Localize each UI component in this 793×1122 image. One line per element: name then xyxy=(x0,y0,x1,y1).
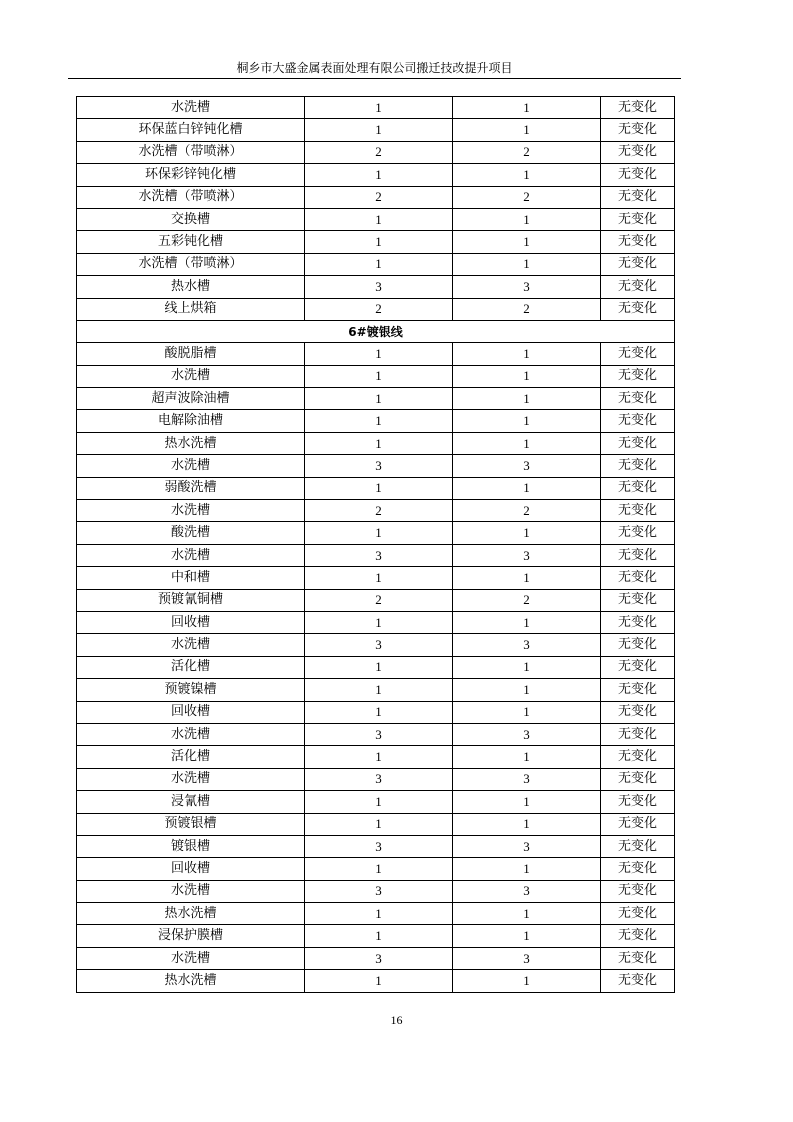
cell-change-status: 无变化 xyxy=(601,477,675,499)
cell-equipment-name: 水洗槽 xyxy=(77,768,305,790)
cell-equipment-name: 热水洗槽 xyxy=(77,432,305,454)
table-row xyxy=(77,970,675,992)
cell-quantity-before: 1 xyxy=(305,388,453,410)
cell-equipment-name: 预镀镍槽 xyxy=(77,679,305,701)
cell-quantity-after: 1 xyxy=(453,813,601,835)
cell-quantity-after: 1 xyxy=(453,432,601,454)
cell-equipment-name: 弱酸洗槽 xyxy=(77,477,305,499)
table-row xyxy=(77,141,675,163)
cell-change-status: 无变化 xyxy=(601,701,675,723)
cell-quantity-before: 3 xyxy=(305,768,453,790)
table-row xyxy=(77,276,675,298)
cell-equipment-name: 镀银槽 xyxy=(77,835,305,857)
cell-quantity-after: 2 xyxy=(453,298,601,320)
cell-equipment-name: 预镀银槽 xyxy=(77,813,305,835)
cell-quantity-after: 1 xyxy=(453,567,601,589)
table-row xyxy=(77,835,675,857)
table-row xyxy=(77,208,675,230)
cell-quantity-after: 1 xyxy=(453,97,601,119)
cell-quantity-after: 1 xyxy=(453,477,601,499)
table-row xyxy=(77,768,675,790)
cell-change-status: 无变化 xyxy=(601,768,675,790)
cell-quantity-before: 1 xyxy=(305,746,453,768)
cell-change-status: 无变化 xyxy=(601,791,675,813)
cell-quantity-after: 1 xyxy=(453,611,601,633)
cell-change-status: 无变化 xyxy=(601,231,675,253)
table-row xyxy=(77,432,675,454)
cell-equipment-name: 酸洗槽 xyxy=(77,522,305,544)
table-row xyxy=(77,298,675,320)
cell-equipment-name: 五彩钝化槽 xyxy=(77,231,305,253)
cell-quantity-before: 1 xyxy=(305,701,453,723)
table-row xyxy=(77,589,675,611)
cell-equipment-name: 中和槽 xyxy=(77,567,305,589)
cell-quantity-before: 1 xyxy=(305,813,453,835)
cell-equipment-name: 水洗槽 xyxy=(77,455,305,477)
cell-quantity-after: 1 xyxy=(453,119,601,141)
cell-quantity-after: 3 xyxy=(453,768,601,790)
cell-quantity-after: 1 xyxy=(453,679,601,701)
table-row xyxy=(77,477,675,499)
cell-quantity-after: 1 xyxy=(453,791,601,813)
cell-quantity-before: 1 xyxy=(305,365,453,387)
cell-equipment-name: 活化槽 xyxy=(77,746,305,768)
cell-change-status: 无变化 xyxy=(601,746,675,768)
table-row xyxy=(77,164,675,186)
cell-change-status: 无变化 xyxy=(601,544,675,566)
table-row xyxy=(77,567,675,589)
cell-quantity-after: 1 xyxy=(453,858,601,880)
cell-quantity-after: 1 xyxy=(453,343,601,365)
table-row xyxy=(77,880,675,902)
cell-quantity-before: 1 xyxy=(305,231,453,253)
table-row xyxy=(77,858,675,880)
table-row xyxy=(77,410,675,432)
cell-equipment-name: 回收槽 xyxy=(77,858,305,880)
table-row xyxy=(77,611,675,633)
cell-equipment-name: 水洗槽 xyxy=(77,880,305,902)
table-row xyxy=(77,903,675,925)
table-row xyxy=(77,343,675,365)
cell-quantity-after: 3 xyxy=(453,455,601,477)
cell-change-status: 无变化 xyxy=(601,164,675,186)
cell-quantity-before: 1 xyxy=(305,903,453,925)
cell-change-status: 无变化 xyxy=(601,858,675,880)
table-row xyxy=(77,97,675,119)
cell-quantity-before: 3 xyxy=(305,723,453,745)
cell-quantity-before: 1 xyxy=(305,253,453,275)
cell-change-status: 无变化 xyxy=(601,679,675,701)
cell-change-status: 无变化 xyxy=(601,947,675,969)
table-row xyxy=(77,656,675,678)
cell-change-status: 无变化 xyxy=(601,97,675,119)
table-row xyxy=(77,746,675,768)
cell-quantity-after: 3 xyxy=(453,544,601,566)
page-header-title: 桐乡市大盛金属表面处理有限公司搬迁技改提升项目 xyxy=(236,61,513,75)
cell-quantity-after: 1 xyxy=(453,903,601,925)
cell-change-status: 无变化 xyxy=(601,455,675,477)
cell-quantity-before: 1 xyxy=(305,208,453,230)
cell-change-status: 无变化 xyxy=(601,276,675,298)
cell-equipment-name: 水洗槽（带喷淋） xyxy=(77,141,305,163)
cell-quantity-before: 1 xyxy=(305,656,453,678)
cell-quantity-before: 3 xyxy=(305,276,453,298)
cell-change-status: 无变化 xyxy=(601,589,675,611)
cell-equipment-name: 水洗槽（带喷淋） xyxy=(77,186,305,208)
cell-change-status: 无变化 xyxy=(601,835,675,857)
cell-equipment-name: 酸脱脂槽 xyxy=(77,343,305,365)
cell-quantity-after: 3 xyxy=(453,634,601,656)
cell-quantity-before: 1 xyxy=(305,970,453,992)
cell-quantity-after: 1 xyxy=(453,208,601,230)
table-row xyxy=(77,723,675,745)
cell-change-status: 无变化 xyxy=(601,388,675,410)
cell-equipment-name: 环保彩锌钝化槽 xyxy=(77,164,305,186)
cell-change-status: 无变化 xyxy=(601,500,675,522)
cell-change-status: 无变化 xyxy=(601,253,675,275)
cell-quantity-before: 2 xyxy=(305,141,453,163)
cell-change-status: 无变化 xyxy=(601,208,675,230)
cell-change-status: 无变化 xyxy=(601,119,675,141)
cell-quantity-after: 1 xyxy=(453,925,601,947)
cell-change-status: 无变化 xyxy=(601,365,675,387)
cell-quantity-after: 1 xyxy=(453,701,601,723)
cell-quantity-after: 3 xyxy=(453,723,601,745)
cell-change-status: 无变化 xyxy=(601,970,675,992)
cell-quantity-before: 3 xyxy=(305,544,453,566)
cell-change-status: 无变化 xyxy=(601,656,675,678)
header-rule xyxy=(68,78,681,79)
cell-equipment-name: 浸氰槽 xyxy=(77,791,305,813)
cell-equipment-name: 回收槽 xyxy=(77,611,305,633)
cell-change-status: 无变化 xyxy=(601,432,675,454)
cell-equipment-name: 线上烘箱 xyxy=(77,298,305,320)
table-row xyxy=(77,365,675,387)
cell-quantity-after: 1 xyxy=(453,388,601,410)
cell-quantity-before: 1 xyxy=(305,477,453,499)
cell-change-status: 无变化 xyxy=(601,903,675,925)
cell-quantity-after: 3 xyxy=(453,835,601,857)
cell-equipment-name: 回收槽 xyxy=(77,701,305,723)
cell-equipment-name: 预镀氰铜槽 xyxy=(77,589,305,611)
cell-change-status: 无变化 xyxy=(601,343,675,365)
cell-quantity-after: 3 xyxy=(453,276,601,298)
cell-equipment-name: 热水洗槽 xyxy=(77,970,305,992)
table-row xyxy=(77,231,675,253)
cell-quantity-after: 1 xyxy=(453,365,601,387)
cell-change-status: 无变化 xyxy=(601,634,675,656)
cell-equipment-name: 水洗槽 xyxy=(77,500,305,522)
cell-equipment-name: 活化槽 xyxy=(77,656,305,678)
table-row xyxy=(77,119,675,141)
cell-equipment-name: 热水洗槽 xyxy=(77,903,305,925)
cell-equipment-name: 交换槽 xyxy=(77,208,305,230)
cell-change-status: 无变化 xyxy=(601,880,675,902)
cell-quantity-after: 1 xyxy=(453,656,601,678)
cell-change-status: 无变化 xyxy=(601,298,675,320)
table-row xyxy=(77,544,675,566)
equipment-table-body xyxy=(77,97,675,993)
table-row xyxy=(77,701,675,723)
cell-quantity-after: 1 xyxy=(453,410,601,432)
cell-equipment-name: 环保蓝白锌钝化槽 xyxy=(77,119,305,141)
table-row xyxy=(77,500,675,522)
equipment-table xyxy=(76,96,675,993)
cell-change-status: 无变化 xyxy=(601,723,675,745)
cell-quantity-before: 1 xyxy=(305,858,453,880)
cell-quantity-after: 3 xyxy=(453,880,601,902)
cell-equipment-name: 热水槽 xyxy=(77,276,305,298)
table-row xyxy=(77,791,675,813)
cell-change-status: 无变化 xyxy=(601,141,675,163)
cell-equipment-name: 水洗槽 xyxy=(77,723,305,745)
cell-quantity-before: 3 xyxy=(305,835,453,857)
cell-quantity-before: 1 xyxy=(305,97,453,119)
cell-quantity-before: 2 xyxy=(305,589,453,611)
cell-equipment-name: 电解除油槽 xyxy=(77,410,305,432)
table-row xyxy=(77,813,675,835)
cell-quantity-after: 3 xyxy=(453,947,601,969)
cell-quantity-before: 2 xyxy=(305,500,453,522)
cell-quantity-before: 1 xyxy=(305,925,453,947)
cell-quantity-after: 2 xyxy=(453,141,601,163)
cell-quantity-before: 1 xyxy=(305,611,453,633)
cell-quantity-before: 1 xyxy=(305,343,453,365)
cell-quantity-before: 3 xyxy=(305,947,453,969)
cell-quantity-before: 3 xyxy=(305,455,453,477)
cell-equipment-name: 水洗槽 xyxy=(77,365,305,387)
cell-quantity-before: 1 xyxy=(305,410,453,432)
cell-quantity-after: 1 xyxy=(453,970,601,992)
cell-quantity-after: 1 xyxy=(453,746,601,768)
cell-quantity-before: 1 xyxy=(305,679,453,701)
table-row xyxy=(77,253,675,275)
page-number: 16 xyxy=(390,1013,403,1027)
table-row xyxy=(77,186,675,208)
cell-quantity-after: 1 xyxy=(453,231,601,253)
cell-quantity-before: 2 xyxy=(305,186,453,208)
table-row xyxy=(77,522,675,544)
section-title: 6#镀银线 xyxy=(77,320,675,342)
cell-change-status: 无变化 xyxy=(601,410,675,432)
cell-quantity-after: 1 xyxy=(453,253,601,275)
table-row xyxy=(77,388,675,410)
cell-equipment-name: 水洗槽 xyxy=(77,947,305,969)
section-row xyxy=(77,320,675,342)
table-row xyxy=(77,925,675,947)
cell-change-status: 无变化 xyxy=(601,925,675,947)
cell-quantity-before: 1 xyxy=(305,119,453,141)
cell-equipment-name: 超声波除油槽 xyxy=(77,388,305,410)
cell-change-status: 无变化 xyxy=(601,522,675,544)
cell-equipment-name: 浸保护膜槽 xyxy=(77,925,305,947)
cell-quantity-before: 3 xyxy=(305,880,453,902)
cell-change-status: 无变化 xyxy=(601,813,675,835)
cell-change-status: 无变化 xyxy=(601,567,675,589)
cell-equipment-name: 水洗槽（带喷淋） xyxy=(77,253,305,275)
table-row xyxy=(77,634,675,656)
table-row xyxy=(77,679,675,701)
cell-quantity-after: 1 xyxy=(453,164,601,186)
cell-quantity-after: 2 xyxy=(453,500,601,522)
cell-equipment-name: 水洗槽 xyxy=(77,544,305,566)
cell-equipment-name: 水洗槽 xyxy=(77,97,305,119)
cell-quantity-after: 2 xyxy=(453,589,601,611)
cell-equipment-name: 水洗槽 xyxy=(77,634,305,656)
cell-quantity-before: 1 xyxy=(305,164,453,186)
cell-quantity-after: 2 xyxy=(453,186,601,208)
cell-change-status: 无变化 xyxy=(601,186,675,208)
cell-quantity-before: 1 xyxy=(305,791,453,813)
cell-quantity-before: 1 xyxy=(305,522,453,544)
cell-quantity-before: 1 xyxy=(305,567,453,589)
cell-quantity-before: 3 xyxy=(305,634,453,656)
cell-quantity-after: 1 xyxy=(453,522,601,544)
table-row xyxy=(77,455,675,477)
cell-quantity-before: 1 xyxy=(305,432,453,454)
table-row xyxy=(77,947,675,969)
cell-change-status: 无变化 xyxy=(601,611,675,633)
cell-quantity-before: 2 xyxy=(305,298,453,320)
